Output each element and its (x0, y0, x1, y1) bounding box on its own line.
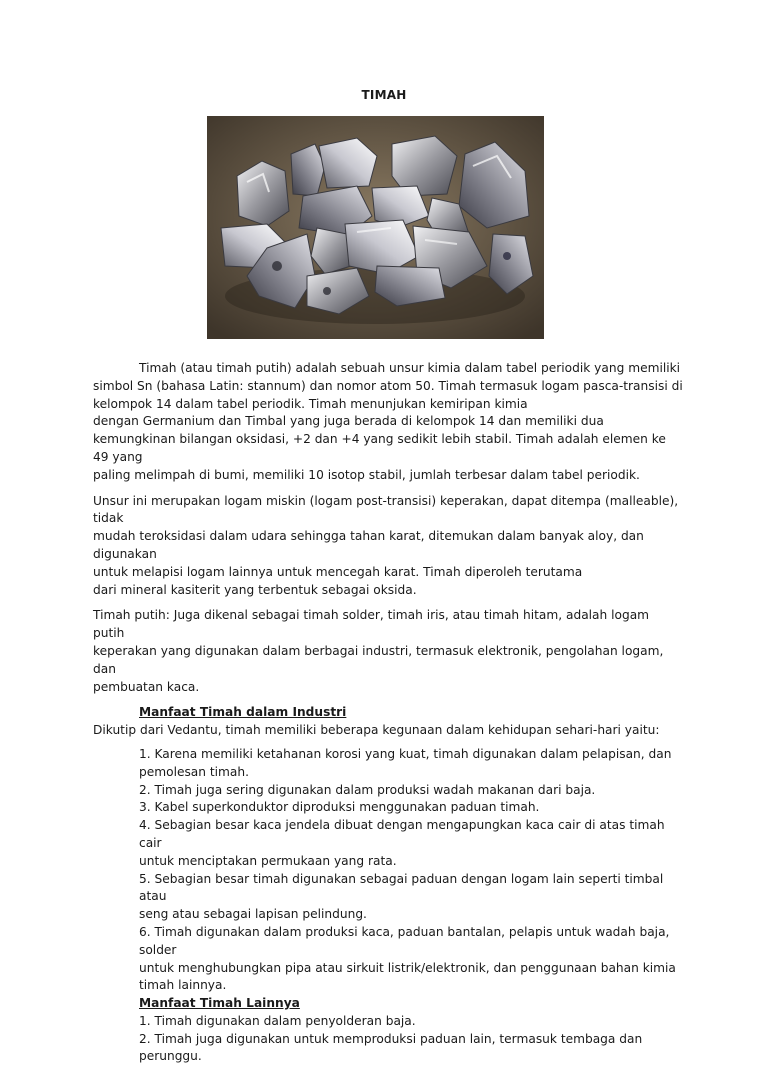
list-item: 1. Timah digunakan dalam penyolderan baja. (139, 1013, 416, 1028)
other-uses-list (139, 1013, 683, 1066)
list-item: 1. Karena memiliki ketahanan korosi yang kuat, timah digunakan dalam pelapisan, dan (139, 746, 672, 761)
section-intro: Dikutip dari Vedantu, timah memiliki beberapa kegunaan dalam kehidupan sehari-hari yaitu: (93, 723, 660, 738)
list-item: untuk menghubungkan pipa atau sirkuit listrik/elektronik, dan penggunaan bahan kimia (139, 960, 676, 975)
list-item: untuk menciptakan permukaan yang rata. (139, 853, 397, 868)
list-item: pemolesan timah. (139, 764, 249, 779)
list-item: 2. Timah juga sering digunakan dalam produksi wadah makanan dari baja. (139, 782, 596, 797)
tin-ore-photo (207, 116, 544, 339)
list-item: 6. Timah digunakan dalam produksi kaca, paduan bantalan, pelapis untuk wadah baja, solder (139, 924, 670, 957)
list-item: 5. Sebagian besar timah digunakan sebagai paduan dengan logam lain seperti timbal atau (139, 871, 664, 904)
paragraph-white-tin: Timah putih: Juga dikenal sebagai timah solder, timah iris, atau timah hitam, adalah logam putih keperakan yang digunakan dalam berbagai industri, termasuk elektronik, pengolahan logam, dan pembuatan kaca. (93, 608, 664, 694)
list-item: 2. Timah juga digunakan untuk memproduksi paduan lain, termasuk tembaga dan perunggu. (139, 1031, 643, 1064)
paragraph-properties: Unsur ini merupakan logam miskin (logam post-transisi) keperakan, dapat ditempa (malleable), tidak mudah teroksidasi dalam udara sehingga tahan karat, ditemukan dalam banyak aloy, dan digunakan untuk melapisi logam lainnya untuk mencegah karat. Timah diperoleh terutama dari mineral kasiterit yang terbentuk sebagai oksida. (93, 493, 679, 597)
page-title: TIMAH (361, 88, 407, 102)
section-heading-industry: Manfaat Timah dalam Industri (139, 705, 347, 720)
list-item: 3. Kabel superkonduktor diproduksi menggunakan paduan timah. (139, 800, 540, 815)
paragraph-intro: Timah (atau timah putih) adalah sebuah unsur kimia dalam tabel periodik yang memiliki simbol Sn (bahasa Latin: stannum) dan nomor atom 50. Timah termasuk logam pasca-transisi di kelompok 14 dalam tabel periodik. Timah menunjukan kemiripan kimia dengan Germanium dan Timbal yang juga berada di kelompok 14 dan memiliki dua kemungkinan bilangan oksidasi, +2 dan +4 yang sedikit lebih stabil. Timah adalah elemen ke 49 yang paling melimpah di bumi, memiliki 10 isotop stabil, jumlah terbesar dalam tabel periodik. (93, 361, 683, 482)
industry-uses-list (139, 746, 683, 995)
list-item: seng atau sebagai lapisan pelindung. (139, 907, 367, 922)
section-heading-other: Manfaat Timah Lainnya (139, 996, 300, 1011)
list-item: timah lainnya. (139, 978, 227, 993)
document-body (93, 360, 683, 1066)
list-item: 4. Sebagian besar kaca jendela dibuat dengan mengapungkan kaca cair di atas timah cair (139, 818, 665, 850)
